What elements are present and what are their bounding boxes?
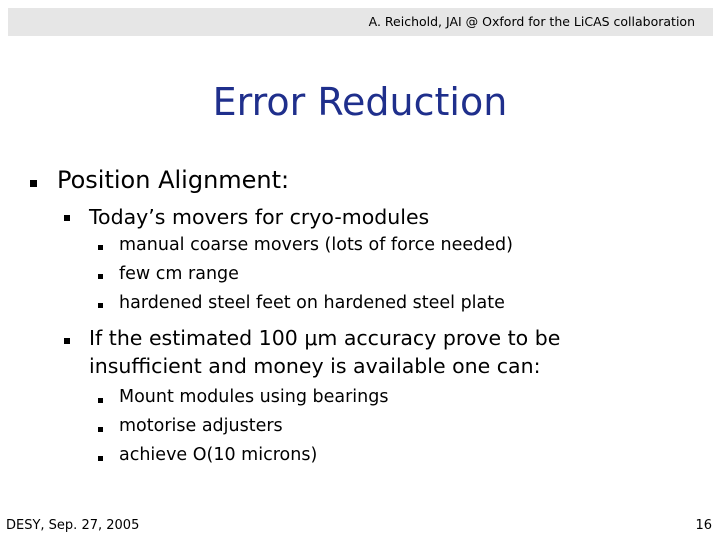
bullet-square-icon (98, 303, 103, 308)
bullet-estimate-line1: If the estimated 100 μm accuracy prove to be (89, 326, 561, 350)
list-item: Mount modules using bearings (119, 387, 389, 407)
list-item: few cm range (119, 264, 239, 284)
header-bar (8, 8, 713, 36)
bullet-square-icon (64, 338, 70, 344)
bullet-square-icon (64, 215, 70, 221)
list-item: hardened steel feet on hardened steel plate (119, 293, 505, 313)
bullet-square-icon (98, 245, 103, 250)
footer-date: DESY, Sep. 27, 2005 (6, 518, 140, 533)
slide-title: Error Reduction (212, 80, 508, 124)
bullet-square-icon (30, 180, 37, 187)
list-item: achieve O(10 microns) (119, 445, 318, 465)
bullet-movers: Today’s movers for cryo-modules (89, 205, 430, 229)
header-text: A. Reichold, JAI @ Oxford for the LiCAS collaboration (368, 14, 695, 29)
bullet-estimate-line2: insufficient and money is available one can: (89, 354, 541, 378)
bullet-square-icon (98, 456, 103, 461)
bullet-position-alignment: Position Alignment: (57, 166, 290, 194)
list-item: motorise adjusters (119, 416, 283, 436)
bullet-square-icon (98, 274, 103, 279)
page-number: 16 (695, 518, 712, 533)
bullet-square-icon (98, 427, 103, 432)
list-item: manual coarse movers (lots of force needed) (119, 235, 513, 255)
bullet-square-icon (98, 398, 103, 403)
